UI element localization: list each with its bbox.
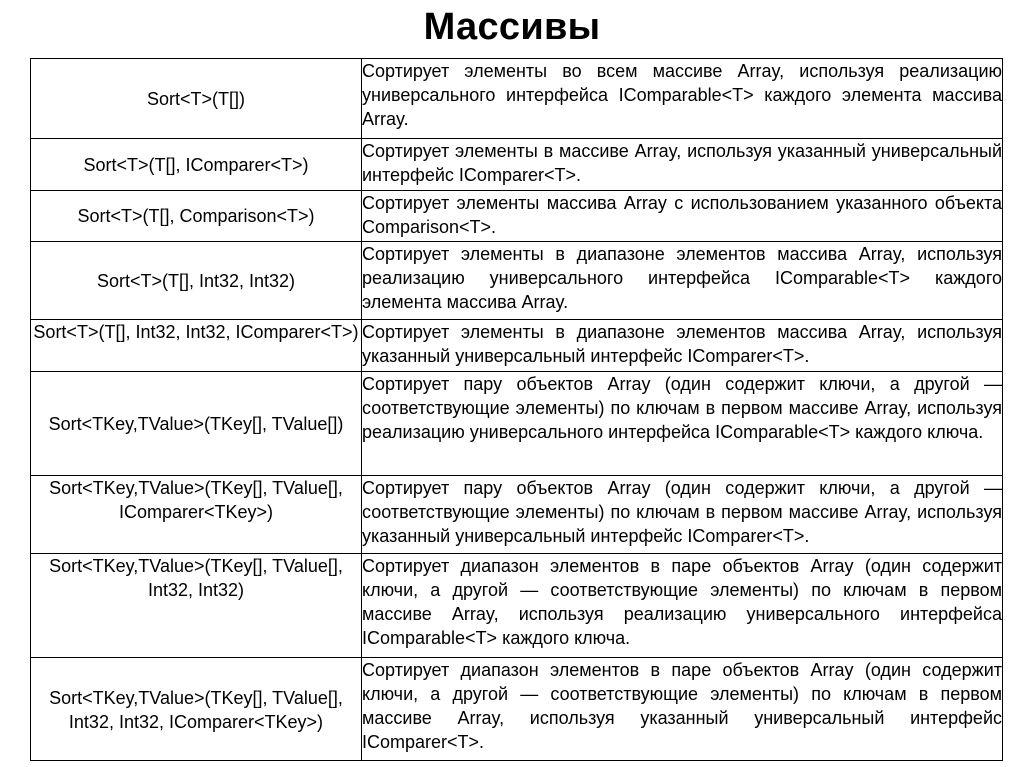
method-signature: Sort<T>(T[]) bbox=[146, 88, 245, 109]
table-row bbox=[31, 59, 1003, 139]
method-description: Сортирует элементы в диапазоне элементов массива Array, используя указанный универсальный интерфейс IComparer<T>. bbox=[362, 322, 1002, 366]
method-description: Сортирует элементы во всем массиве Array, используя реализацию универсального интерфейса IComparable<T> каждого элемента массива Array. bbox=[362, 61, 1002, 129]
methods-table bbox=[30, 58, 1003, 761]
method-description: Сортирует диапазон элементов в паре объектов Array (один содержит ключи, а другой — соответствующие элементы) по ключам в первом массиве Array, используя реализацию универсального интерфейса IComparable<T> каждого ключа. bbox=[362, 556, 1002, 648]
method-description: Сортирует элементы в массиве Array, используя указанный универсальный интерфейс IComparer<T>. bbox=[362, 141, 1002, 185]
method-signature: Sort<TKey,TValue>(TKey[], TValue[], Int32, Int32) bbox=[49, 556, 343, 600]
table-row bbox=[31, 658, 1003, 761]
method-signature: Sort<T>(T[], Int32, Int32, IComparer<T>) bbox=[33, 322, 359, 342]
description-cell bbox=[362, 372, 1003, 476]
table-row bbox=[31, 242, 1003, 320]
signature-cell bbox=[31, 554, 362, 658]
method-signature: Sort<TKey,TValue>(TKey[], TValue[], Int32, Int32, IComparer<TKey>) bbox=[49, 688, 343, 732]
method-signature: Sort<T>(T[], Int32, Int32) bbox=[96, 270, 296, 291]
description-cell bbox=[362, 658, 1003, 761]
method-signature: Sort<T>(T[], Comparison<T>) bbox=[77, 206, 315, 226]
signature-cell bbox=[31, 59, 362, 139]
table-row bbox=[31, 554, 1003, 658]
table-row bbox=[31, 372, 1003, 476]
method-description: Сортирует элементы массива Array с использованием указанного объекта Comparison<T>. bbox=[362, 193, 1002, 237]
signature-cell bbox=[31, 191, 362, 242]
method-description: Сортирует элементы в диапазоне элементов массива Array, используя реализацию универсального интерфейса IComparable<T> каждого элемента массива Array. bbox=[362, 244, 1002, 312]
method-signature: Sort<TKey,TValue>(TKey[], TValue[]) bbox=[48, 413, 344, 434]
description-cell bbox=[362, 320, 1003, 372]
signature-cell bbox=[31, 476, 362, 554]
signature-cell bbox=[31, 658, 362, 761]
signature-cell bbox=[31, 320, 362, 372]
description-cell bbox=[362, 554, 1003, 658]
signature-cell bbox=[31, 372, 362, 476]
description-cell bbox=[362, 191, 1003, 242]
signature-cell bbox=[31, 139, 362, 191]
method-signature: Sort<T>(T[], IComparer<T>) bbox=[83, 154, 309, 175]
method-signature: Sort<TKey,TValue>(TKey[], TValue[], IComparer<TKey>) bbox=[49, 478, 343, 522]
signature-cell bbox=[31, 242, 362, 320]
table-row bbox=[31, 476, 1003, 554]
description-cell bbox=[362, 139, 1003, 191]
table-row bbox=[31, 191, 1003, 242]
description-cell bbox=[362, 242, 1003, 320]
page-title: Массивы bbox=[423, 6, 601, 48]
table-row bbox=[31, 139, 1003, 191]
description-cell bbox=[362, 59, 1003, 139]
method-description: Сортирует диапазон элементов в паре объектов Array (один содержит ключи, а другой — соответствующие элементы) по ключам в первом массиве Array, используя указанный универсальный интерфейс IComparer<T>. bbox=[362, 660, 1002, 752]
method-description: Сортирует пару объектов Array (один содержит ключи, а другой — соответствующие элементы) по ключам в первом массиве Array, используя реализацию универсального интерфейса IComparable<T> каждого ключа. bbox=[362, 374, 1002, 442]
description-cell bbox=[362, 476, 1003, 554]
method-description: Сортирует пару объектов Array (один содержит ключи, а другой — соответствующие элементы) по ключам в первом массиве Array, используя указанный универсальный интерфейс IComparer<T>. bbox=[362, 478, 1002, 546]
table-row bbox=[31, 320, 1003, 372]
